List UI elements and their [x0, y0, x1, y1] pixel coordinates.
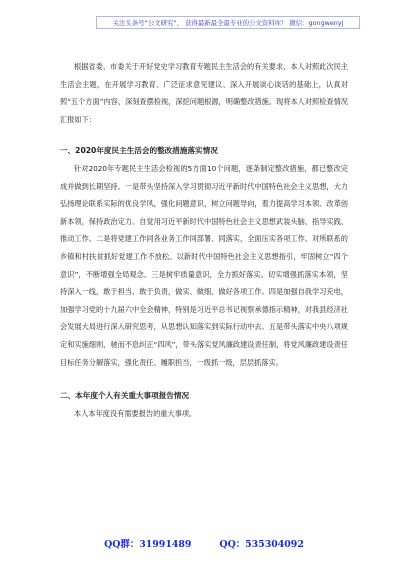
qq-group: QQ群：31991489 — [104, 539, 192, 550]
promo-banner — [96, 16, 360, 29]
qq-number: QQ：535304092 — [219, 539, 304, 550]
banner-text-3: 微信：gongwenyj — [289, 19, 344, 27]
document-body — [60, 58, 348, 422]
banner-text-2: 获得最新最全最专业的公文资料库！ — [185, 19, 288, 27]
section1-paragraph: 针对2020年专题民主生活会检视的5方面10个问题，逐条制定整改措施，都已整改完成并做到长期坚持。一是带头坚持深入学习贯彻习近平新时代中国特色社会主义思想，大力弘扬理论联系实际的优良学风，强化问题意识、树立问题导向，着力提高学习本领、改革创新本领，保持政治定力。自觉用习近平新时代中国特色社会主义思想武装头脑、指导实践、推动工作。二是将党建工作同各业务工作同部署、同落实，全面压实各项工作。对所联系的乡镇和村扶贫抓好党建工作不放松。以新时代中国特色社会主义思想指引，牢固树立“四个意识”，不断增强全局观念。三是树牢质量意识，全力抓好落实。切实增强抓落实本领，坚持深入一线，敢于担当、敢于负责，做实、做细、做好各项工作。四是加强自我学习充电，加强学习党的十九届六中全会精神，特别是习近平总书记视察承德指示精神，对我县经济社会发展大局进行深入研究思考，从思想认知落实到实际行动中去。五是带头落实中央八项规定和实施细则，驰而不息纠正“四风”，带头落实党风廉政建设责任制，将党风廉政建设责任目标任务分解落实，强化责任、履职担当，一级抓一级，层层抓落实。 — [60, 163, 348, 367]
section2-paragraph: 本人本年度没有需要报告的重大事项。 — [74, 408, 197, 418]
contact-footer — [0, 536, 408, 550]
intro-paragraph: 根据省委、市委关于开好党史学习教育专题民主生活会的有关要求，本人对照此次民主生活会主题，在开展学习教育、广泛征求意见建议、深入开展谈心谈话的基础上，认真对照“五个方面”内容，深刻查摆检视，深挖问题根源，明确整改措施。现将本人对照检查情况汇报如下： — [60, 62, 348, 124]
section1-heading: 一、2020年度民主生活会的整改措施落实情况 — [60, 146, 218, 156]
banner-text-1: 关注头条号“公文研究”， — [112, 19, 184, 27]
section2-heading: 二、本年度个人有关重大事项报告情况 — [60, 391, 190, 401]
